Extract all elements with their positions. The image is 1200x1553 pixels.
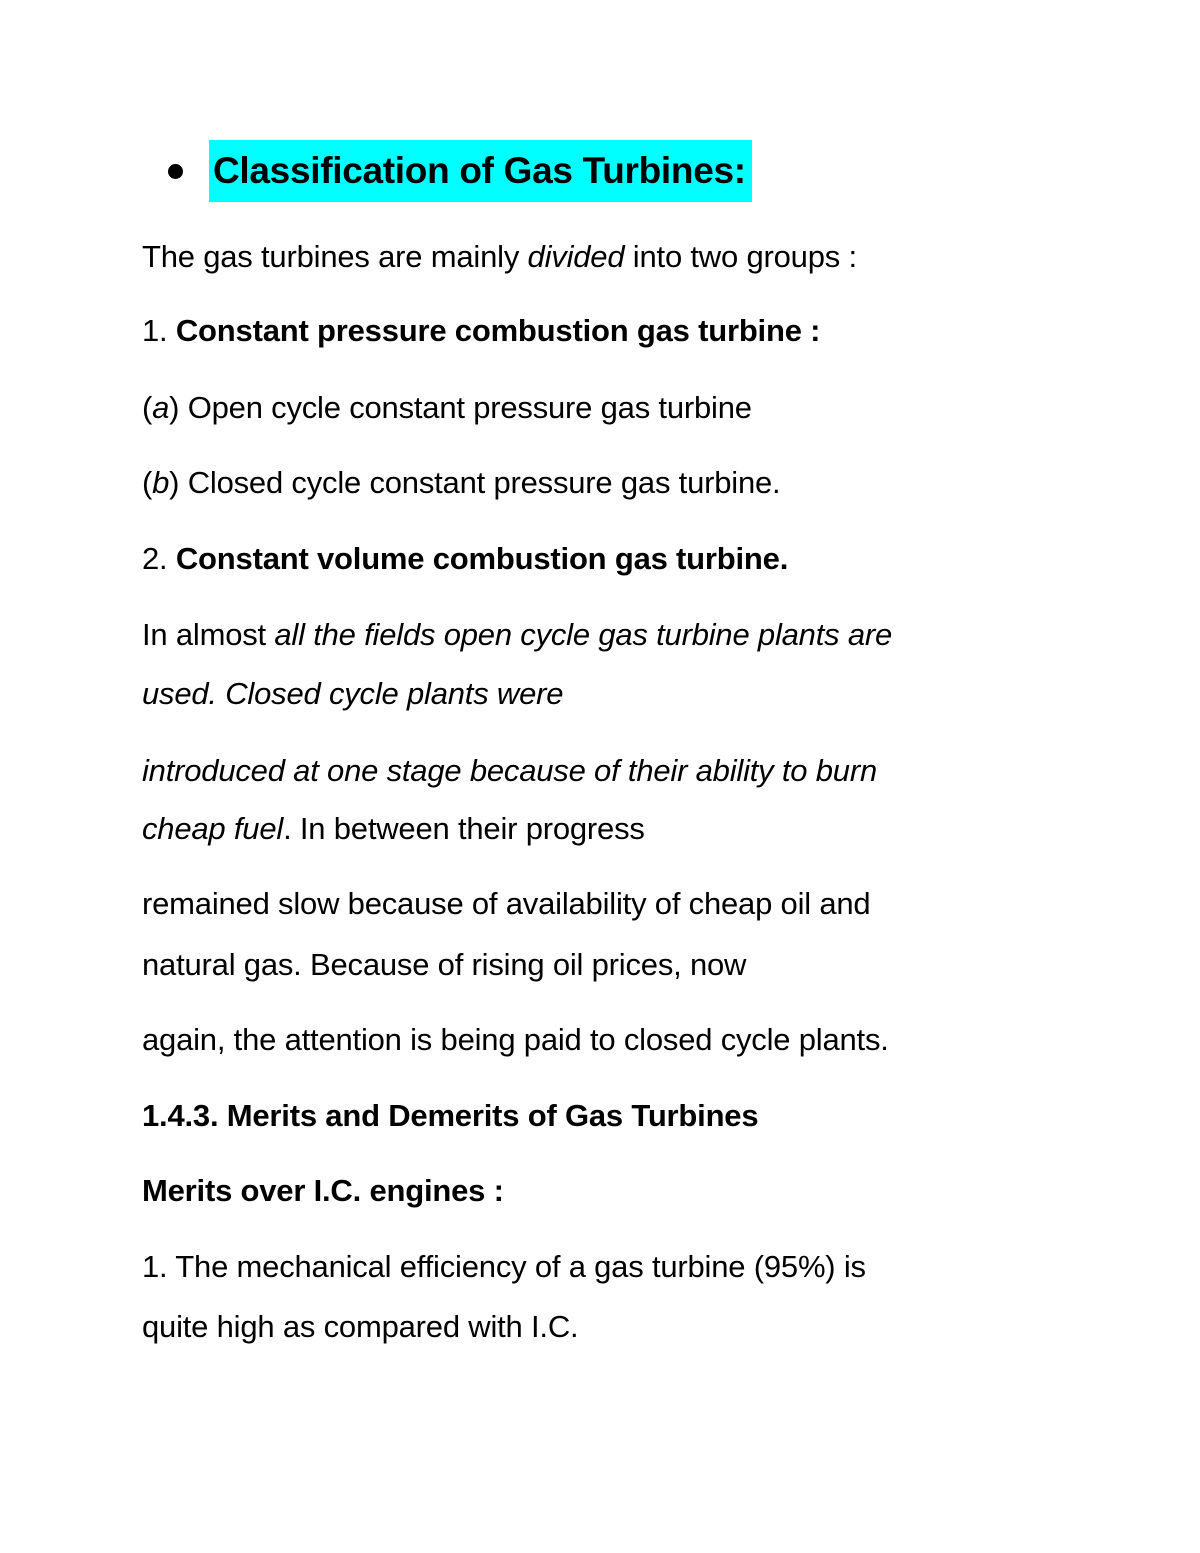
para4-line1: again, the attention is being paid to closed cycle plants.: [142, 1022, 889, 1057]
section-heading-text: 1.4.3. Merits and Demerits of Gas Turbines: [142, 1098, 759, 1133]
group2-title: Constant volume combustion gas turbine.: [175, 541, 789, 576]
para2-italic: introduced at one stage because of their ability to burn: [142, 753, 878, 788]
para1-line1: [142, 616, 892, 654]
para1-italic-2: used. Closed cycle plants were: [142, 676, 564, 711]
merits-heading-text: Merits over I.C. engines :: [142, 1173, 504, 1208]
group2-line: [142, 540, 788, 578]
group1b-letter: b: [152, 465, 170, 500]
para2-plain: . In between their progress: [283, 811, 645, 846]
para2-italic-2: cheap fuel: [142, 811, 284, 846]
group1a-text: ) Open cycle constant pressure gas turbine: [169, 390, 752, 425]
group1a-paren: (: [142, 390, 153, 425]
para1-plain: In almost: [142, 617, 275, 652]
group1-title: Constant pressure combustion gas turbine :: [175, 313, 821, 348]
para2-line1: [142, 752, 877, 790]
para1-italic: all the fields open cycle gas turbine plants are: [274, 617, 893, 652]
bullet-icon: [168, 164, 183, 179]
group1b-line: [142, 464, 780, 502]
group1a-line: [142, 389, 752, 427]
group1-line: [142, 312, 820, 350]
section-heading: [142, 1097, 758, 1135]
group2-number: 2.: [142, 541, 176, 576]
para1-line2: [142, 675, 563, 713]
group1b-paren: (: [142, 465, 153, 500]
group1b-text: ) Closed cycle constant pressure gas turbine.: [169, 465, 781, 500]
merit1-line1: 1. The mechanical efficiency of a gas turbine (95%) is: [142, 1249, 866, 1284]
heading-highlight: Classification of Gas Turbines:: [209, 140, 752, 202]
intro-text-before: The gas turbines are mainly: [142, 239, 528, 274]
intro-line: [142, 238, 857, 276]
intro-text-italic: divided: [527, 239, 625, 274]
merit1-line2: quite high as compared with I.C.: [142, 1309, 579, 1344]
para3-line1: remained slow because of availability of cheap oil and: [142, 886, 871, 921]
group1a-letter: a: [152, 390, 170, 425]
merits-heading: [142, 1172, 504, 1210]
para2-line2: [142, 810, 645, 848]
classification-heading: [168, 140, 752, 202]
intro-text-after: into two groups :: [624, 239, 857, 274]
para3-line2: natural gas. Because of rising oil prices, now: [142, 947, 747, 982]
group1-number: 1.: [142, 313, 176, 348]
